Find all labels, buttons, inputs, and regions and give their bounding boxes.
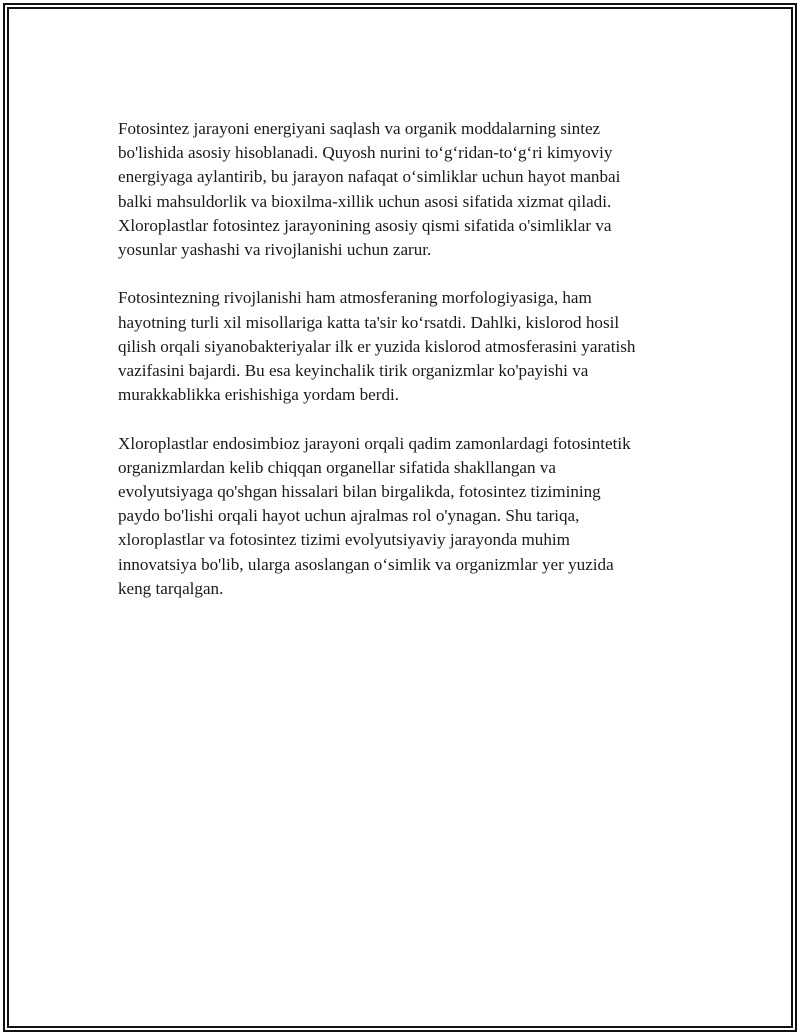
text-line: evolyutsiyaga qo'shgan hissalari bilan birgalikda, fotosintez tizimining <box>118 482 601 502</box>
paragraph-3 <box>118 432 688 601</box>
text-line: vazifasini bajardi. Bu esa keyinchalik tirik organizmlar ko'payishi va <box>118 361 589 381</box>
text-line: Fotosintezning rivojlanishi ham atmosferaning morfologiyasiga, ham <box>118 288 592 308</box>
text-line: bo'lishida asosiy hisoblanadi. Quyosh nurini to‘g‘ridan-to‘g‘ri kimyoviy <box>118 143 613 163</box>
text-line: xloroplastlar va fotosintez tizimi evolyutsiyaviy jarayonda muhim <box>118 530 570 550</box>
text-line: yosunlar yashashi va rivojlanishi uchun zarur. <box>118 240 432 260</box>
text-line: murakkablikka erishishiga yordam berdi. <box>118 385 400 405</box>
text-line: organizmlardan kelib chiqqan organellar sifatida shakllangan va <box>118 457 556 477</box>
text-line: paydo bo'lishi orqali hayot uchun ajralmas rol o'ynagan. Shu tariqa, <box>118 506 580 526</box>
document-body <box>118 117 688 601</box>
text-line: Xloroplastlar endosimbioz jarayoni orqali qadim zamonlardagi fotosintetik <box>118 433 631 453</box>
text-line: hayotning turli xil misollariga katta ta'sir ko‘rsatdi. Dahlki, kislorod hosil <box>118 312 620 332</box>
text-line: balki mahsuldorlik va bioxilma-xillik uchun asosi sifatida xizmat qiladi. <box>118 191 612 211</box>
text-line: energiyaga aylantirib, bu jarayon nafaqat o‘simliklar uchun hayot manbai <box>118 167 621 187</box>
paragraph-1 <box>118 117 688 262</box>
text-line: qilish orqali siyanobakteriyalar ilk er yuzida kislorod atmosferasini yaratish <box>118 336 636 356</box>
text-line: Fotosintez jarayoni energiyani saqlash va organik moddalarning sintez <box>118 119 601 138</box>
text-line: Xloroplastlar fotosintez jarayonining asosiy qismi sifatida o'simliklar va <box>118 215 612 235</box>
text-line: innovatsiya bo'lib, ularga asoslangan o‘simlik va organizmlar yer yuzida <box>118 554 614 574</box>
text-line: keng tarqalgan. <box>118 578 224 598</box>
paragraph-2 <box>118 286 688 407</box>
